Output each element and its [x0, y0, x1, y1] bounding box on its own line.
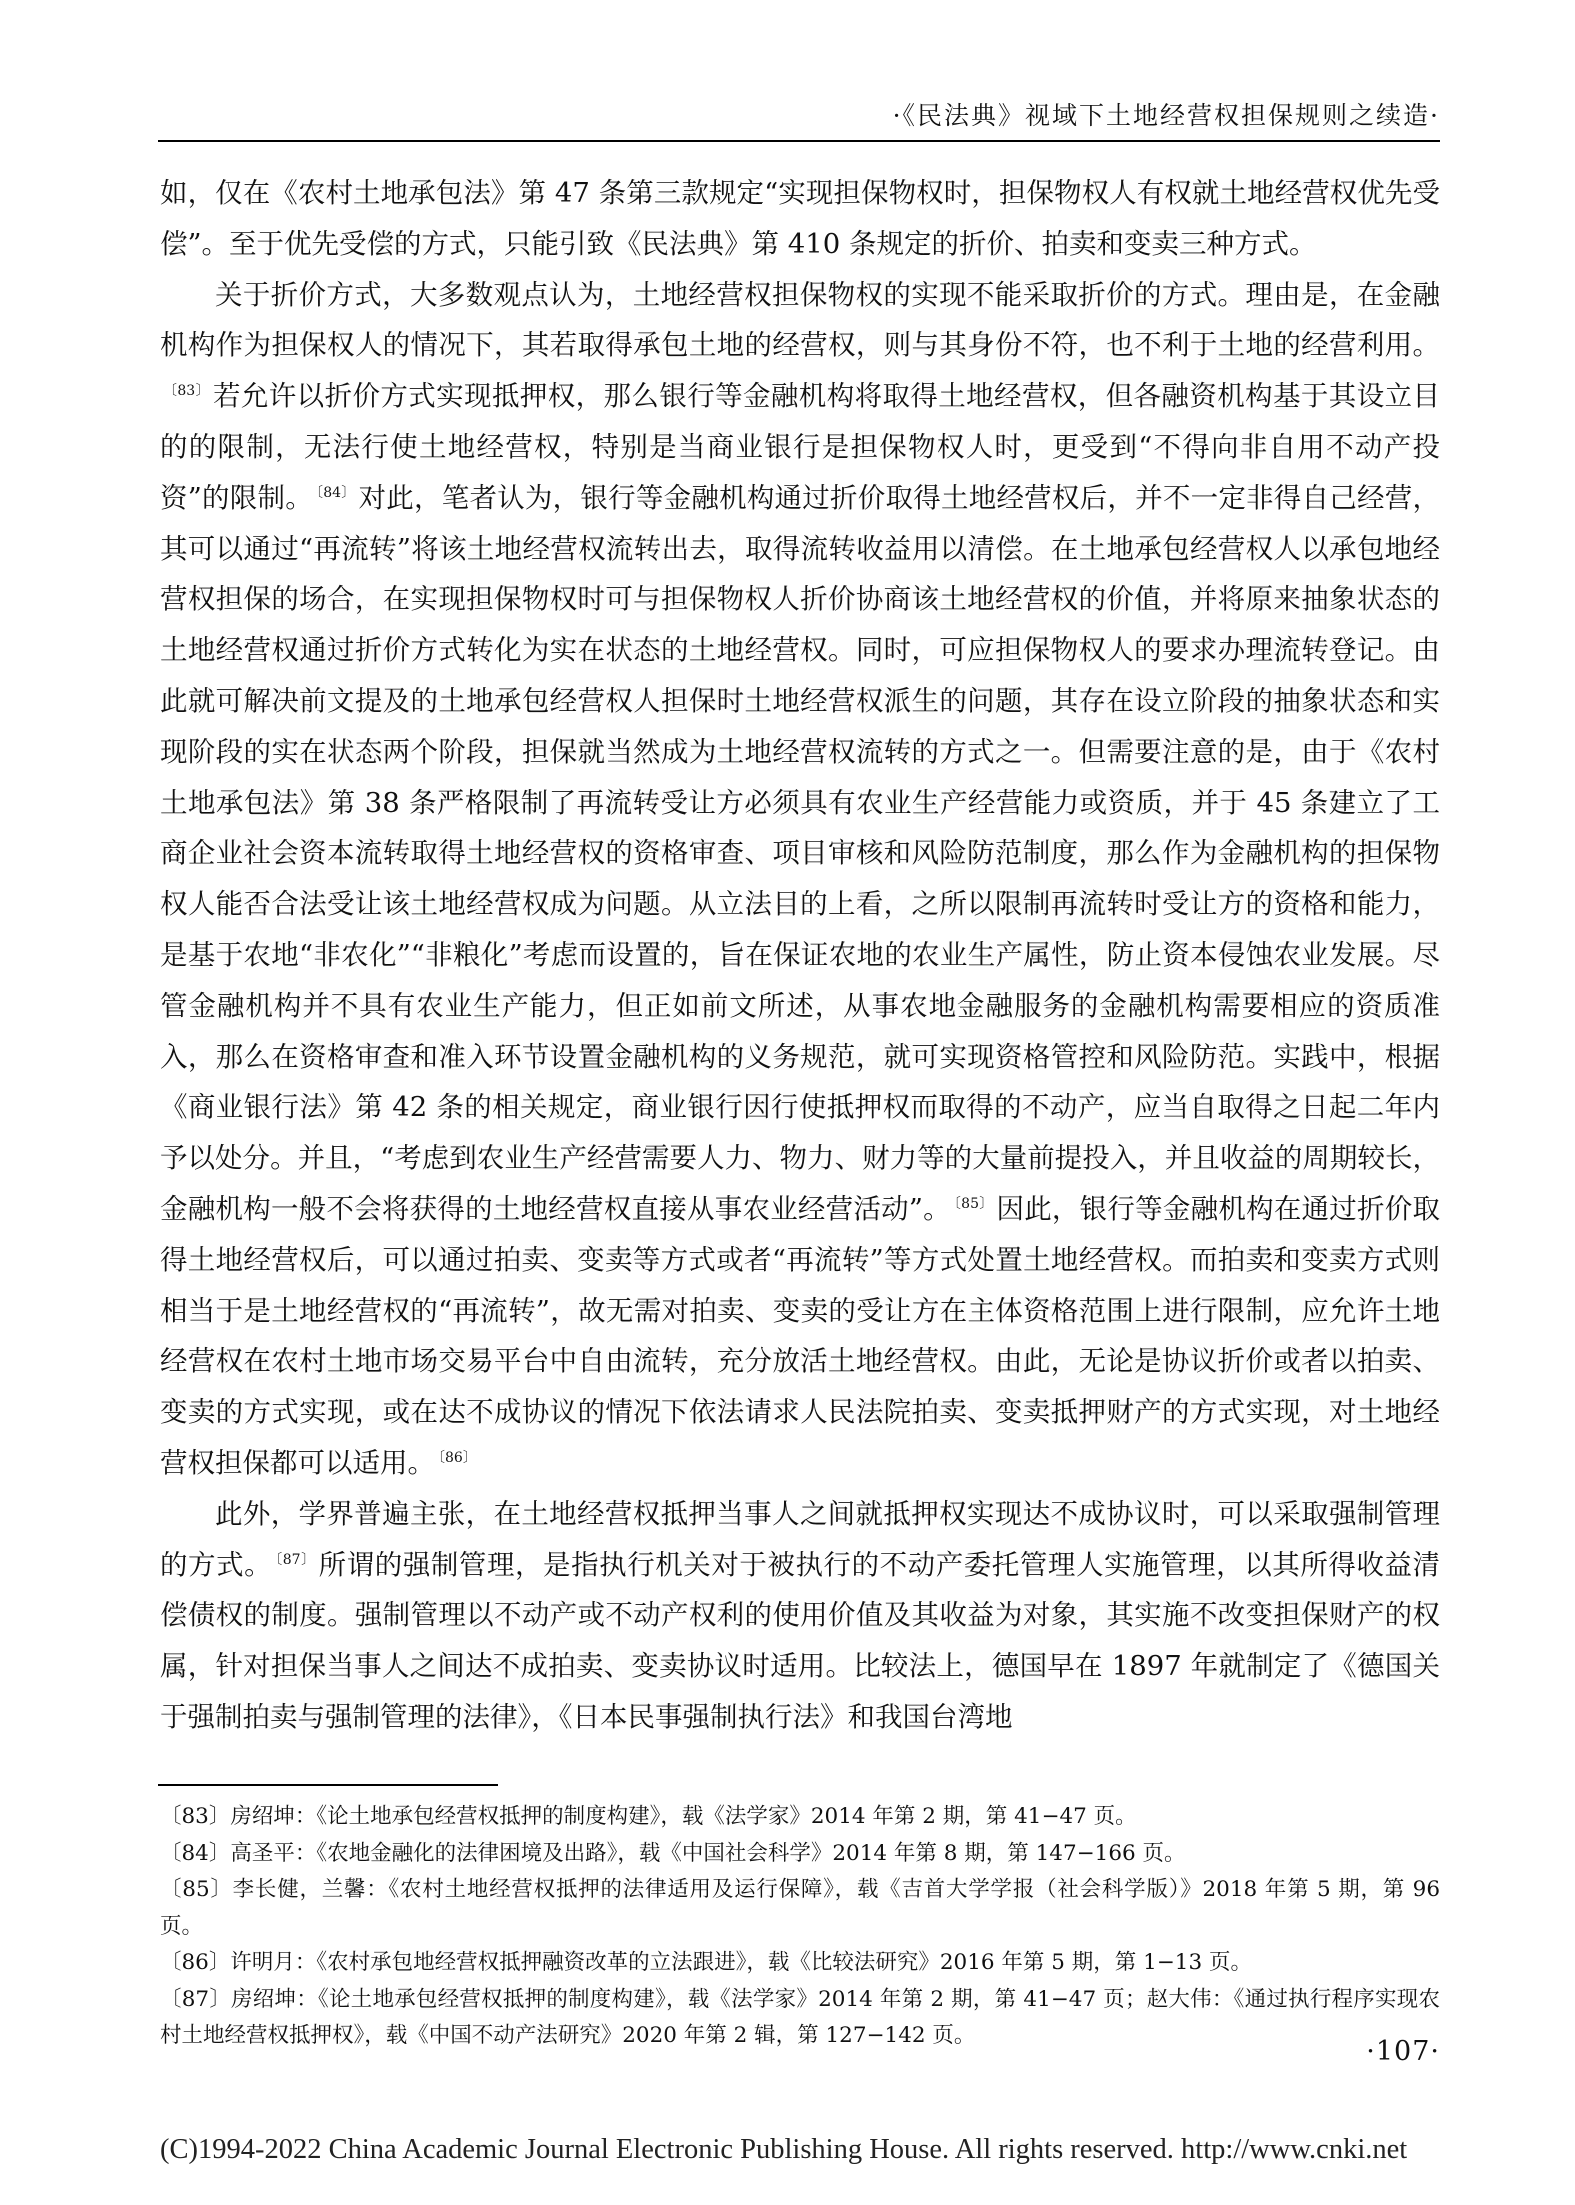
paragraph-text: 关于折价方式，大多数观点认为，土地经营权担保物权的实现不能采取折价的方式。理由是，在金融机构作为担保权人的情况下，其若取得承包土地的经营权，则与其身份不符，也不利于土地的经营利用。 [160, 278, 1440, 362]
footnote-reference[interactable]: 〔84〕 [315, 484, 356, 501]
footnote-item: 〔85〕李长健，兰馨：《农村土地经营权抵押的法律适用及运行保障》，载《吉首大学学报（社会科学版）》2018 年第 5 期，第 96 页。 [160, 1877, 1440, 1939]
footnote-reference[interactable]: 〔85〕 [953, 1195, 994, 1212]
body-paragraph [160, 1489, 1440, 1743]
paragraph-text: 所谓的强制管理，是指执行机关对于被执行的不动产委托管理人实施管理，以其所得收益清偿债权的制度。强制管理以不动产或不动产权利的使用价值及其收益为对象，其实施不改变担保财产的权属，针对担保当事人之间达不成拍卖、变卖协议时适用。比较法上，德国早在 1897 年就制定了《德国关于强制拍卖与强制管理的法律》，《日本民事强制执行法》和我国台湾地 [160, 1548, 1441, 1733]
footnote-item: 〔87〕房绍坤：《论土地承包经营权抵押的制度构建》，载《法学家》2014 年第 2 期，第 41−47 页；赵大伟：《通过执行程序实现农村土地经营权抵押权》，载《中国不动产法研究》2020 年第 2 辑，第 127−142 页。 [160, 1986, 1440, 2048]
footnote-reference[interactable]: 〔86〕 [438, 1449, 477, 1466]
body-paragraph [160, 270, 1440, 1489]
main-body-text [160, 168, 1440, 1743]
paragraph-text: 若允许以折价方式实现抵押权，那么银行等金融机构将取得土地经营权，但各融资机构基于其设立目的的限制，无法行使土地经营权，特别是当商业银行是担保物权人时，更受到“不得向非自用不动产投资”的限制。 [160, 380, 1440, 514]
footnote-separator [158, 1784, 498, 1786]
paragraph-text: 对此，笔者认为，银行等金融机构通过折价取得土地经营权后，并不一定非得自己经营，其可以通过“再流转”将该土地经营权流转出去，取得流转收益用以清偿。在土地承包经营权人以承包地经营权担保的场合，在实现担保物权时可与担保物权人折价协商该土地经营权的价值，并将原来抽象状态的土地经营权通过折价方式转化为实在状态的土地经营权。同时，可应担保物权人的要求办理流转登记。由此就可解决前文提及的土地承包经营权人担保时土地经营权派生的问题，其存在设立阶段的抽象状态和实现阶段的实在状态两个阶段，担保就当然成为土地经营权流转的方式之一。但需要注意的是，由于《农村土地承包法》第 38 条严格限制了再流转受让方必须具有农业生产经营能力或资质，并于 45 条建立了工商企业社会资本流转取得土地经营权的资格审查、项目审核和风险防范制度，那么作为金融机构的担保物权人能否合法受让该土地经营权成为问题。从立法目的上看，之所以限制再流转时受让方的资格和能力，是基于农地“非农化”“非粮化”考虑而设置的，旨在保证农地的农业生产属性，防止资本侵蚀农业发展。尽管金融机构并不具有农业生产能力，但正如前文所述，从事农地金融服务的金融机构需要相应的资质准入，那么在资格审查和准入环节设置金融机构的义务规范，就可实现资格管控和风险防范。实践中，根据《商业银行法》第 42 条的相关规定，商业银行因行使抵押权而取得的不动产，应当自取得之日起二年内予以处分。并且，“考虑到农业生产经营需要人力、物力、财力等的大量前提投入，并且收益的周期较长，金融机构一般不会将获得的土地经营权直接从事农业经营活动”。 [160, 481, 1440, 1225]
page-number: ·107· [1366, 2036, 1440, 2067]
footnote-reference[interactable]: 〔83〕 [163, 383, 210, 400]
header-rule [158, 140, 1440, 142]
body-paragraph [160, 168, 1440, 270]
footnote-reference[interactable]: 〔87〕 [275, 1551, 316, 1568]
running-header: ·《民法典》视域下土地经营权担保规则之续造· [892, 101, 1440, 130]
footnote-item: 〔83〕房绍坤：《论土地承包经营权抵押的制度构建》，载《法学家》2014 年第 2 期，第 41−47 页。 [160, 1804, 1137, 1829]
footnote-item: 〔84〕高圣平：《农地金融化的法律困境及出路》，载《中国社会科学》2014 年第 8 期，第 147−166 页。 [160, 1840, 1186, 1866]
footnotes-section [160, 1799, 1440, 2055]
paragraph-text: 此外，学界普遍主张，在土地经营权抵押当事人之间就抵押权实现达不成协议时，可以采取强制管理的方式。 [160, 1497, 1440, 1581]
paragraph-text: 因此，银行等金融机构在通过折价取得土地经营权后，可以通过拍卖、变卖等方式或者“再流转”等方式处置土地经营权。而拍卖和变卖方式则相当于是土地经营权的“再流转”，故无需对拍卖、变卖的受让方在主体资格范围上进行限制，应允许土地经营权在农村土地市场交易平台中自由流转，充分放活土地经营权。由此，无论是协议折价或者以拍卖、变卖的方式实现，或在达不成协议的情况下依法请求人民法院拍卖、变卖抵押财产的方式实现，对土地经营权担保都可以适用。 [160, 1192, 1440, 1479]
copyright-line: (C)1994-2022 China Academic Journal Electronic Publishing House. All rights reserved. http://www.cnki.net [160, 2134, 1408, 2165]
paragraph-text: 如，仅在《农村土地承包法》第 47 条第三款规定“实现担保物权时，担保物权人有权就土地经营权优先受偿”。至于优先受偿的方式，只能引致《民法典》第 410 条规定的折价、拍卖和变卖三种方式。 [160, 177, 1440, 260]
footnote-item: 〔86〕许明月：《农村承包地经营权抵押融资改革的立法跟进》，载《比较法研究》2016 年第 5 期，第 1−13 页。 [160, 1950, 1252, 1975]
